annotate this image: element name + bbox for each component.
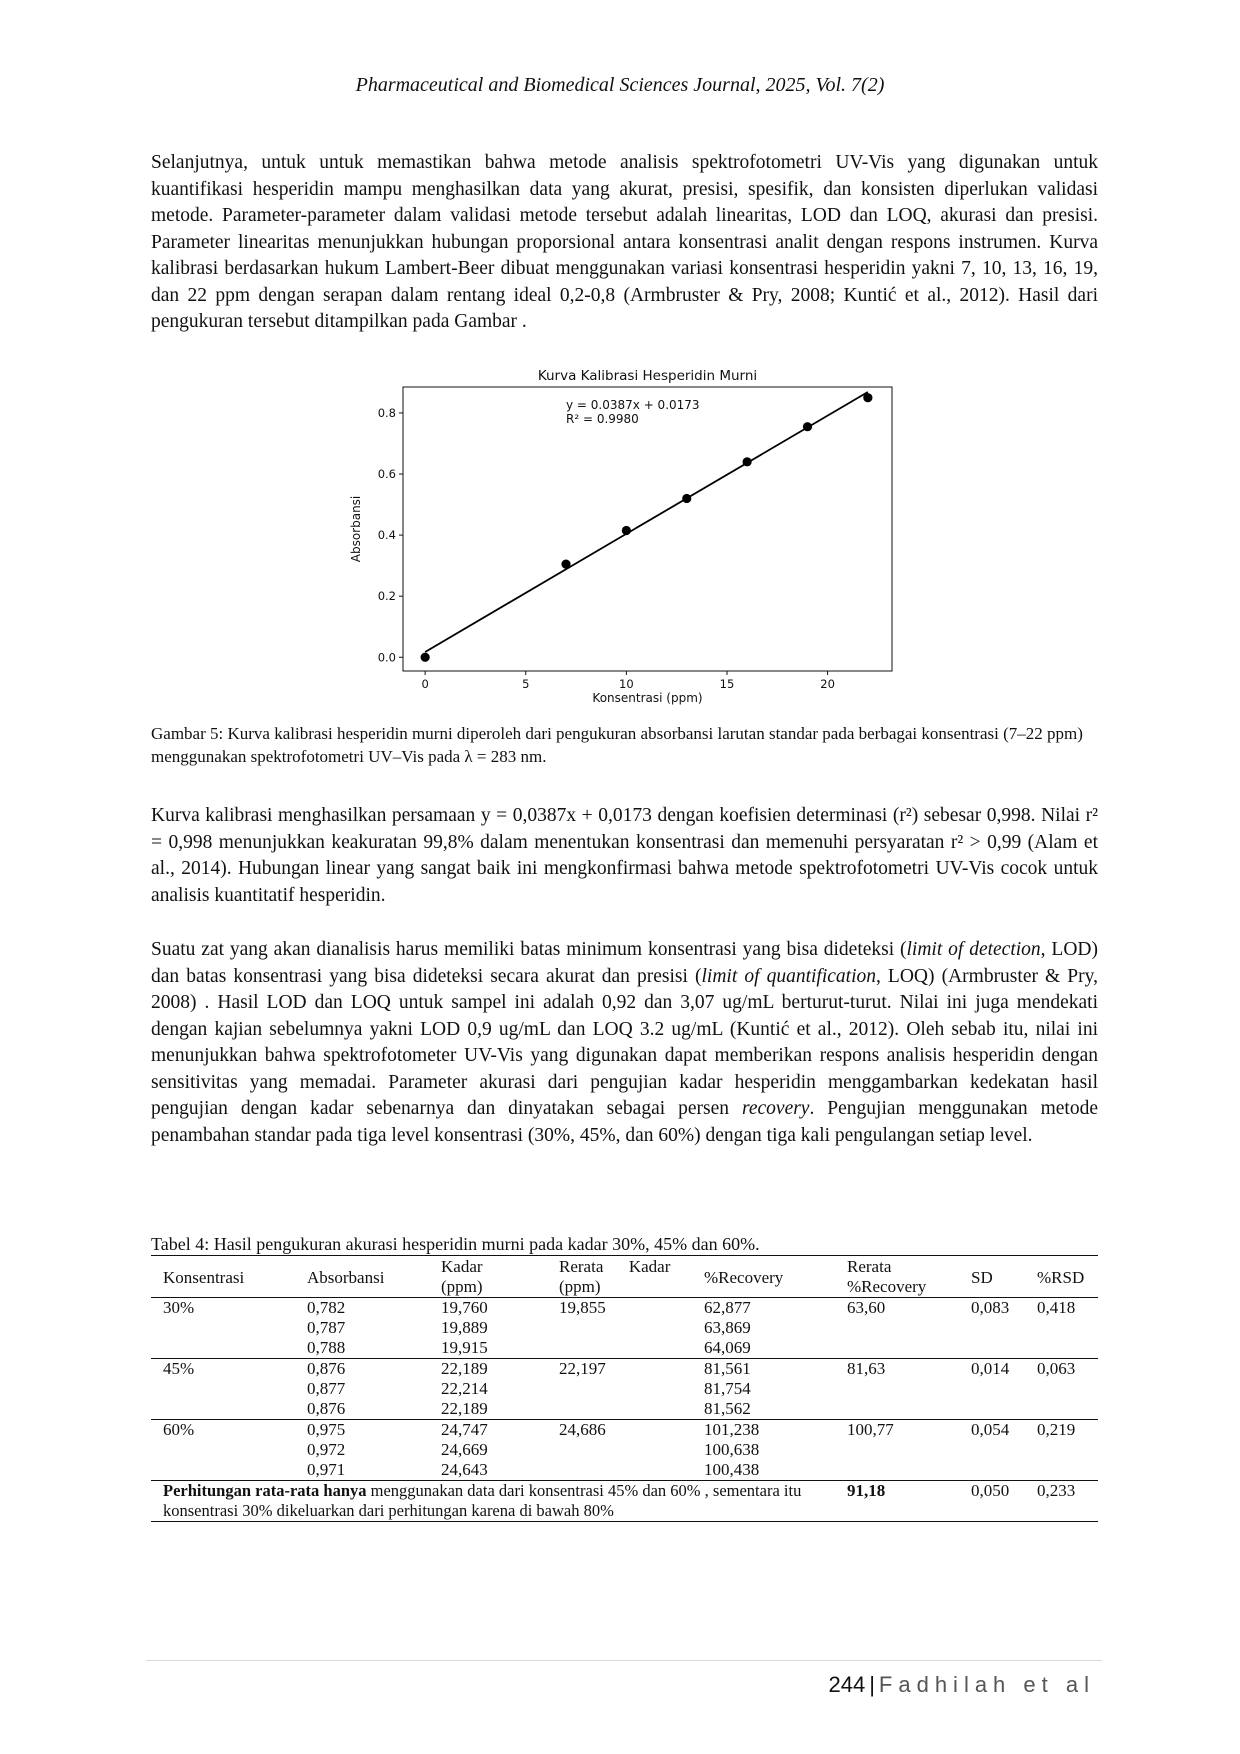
recovery-term: recovery [741,1098,810,1119]
table-row [151,1399,1098,1420]
cell-recovery: 100,638 [704,1440,760,1459]
summary-rerata-recovery: 91,18 [847,1481,886,1500]
summary-row [151,1481,1098,1522]
table-row [151,1318,1098,1338]
y-tick-label: 0.0 [377,650,396,665]
group-30 [151,1298,1098,1359]
group-60 [151,1420,1098,1481]
table-row [151,1420,1098,1441]
cell-rerata-recovery: 81,63 [847,1359,886,1378]
cell-konsentrasi: 30% [163,1298,195,1317]
header-rerata-kadar: Rerata Kadar (ppm) [559,1257,671,1296]
cell-absorbansi: 0,975 [307,1420,346,1439]
cell-kadar: 19,889 [441,1318,488,1337]
page-number: 244 [828,1672,866,1697]
group-45 [151,1359,1098,1420]
table-header-row [151,1256,1098,1298]
data-point [622,526,631,535]
cell-kadar: 22,214 [441,1379,488,1398]
lod-text-2: , LOD) dan batas konsentrasi yang bisa dideteksi secara akurat dan presisi ( [151,939,1098,987]
y-tick-label: 0.2 [377,589,396,604]
paragraph-linearity: Selanjutnya, untuk untuk memastikan bahwa metode analisis spektrofotometri UV-Vis yang digunakan untuk kuantifikasi hesperidin mampu menghasilkan data yang akurat, presisi, spesifik, dan konsisten diperlukan validasi metode. Parameter-parameter dalam validasi metode tersebut adalah linearitas, LOD dan LOQ, akurasi dan presisi. Parameter linearitas menunjukkan hubungan proporsional antara konsentrasi analit dengan respons instrumen. Kurva kalibrasi berdasarkan hukum Lambert-Beer dibuat menggunakan variasi konsentrasi hesperidin yakni 7, 10, 13, 16, 19, dan 22 ppm dengan serapan dalam rentang ideal 0,2-0,8 (Armbruster & Pry, 2008; Kuntić et al., 2012). Hasil dari pengukuran tersebut ditampilkan pada Gambar . [151,152,1098,332]
header-rerata-recovery: Rerata %Recovery [847,1257,927,1296]
cell-rsd: 0,219 [1037,1420,1076,1439]
header-absorbansi: Absorbansi [307,1268,385,1287]
plot-frame [403,387,892,671]
footer-separator: | [869,1672,875,1697]
data-point [421,653,430,662]
x-tick-label: 5 [522,677,530,691]
cell-kadar: 24,643 [441,1460,488,1479]
cell-absorbansi: 0,788 [307,1338,346,1357]
header-sd: SD [971,1268,993,1287]
chart-title: Kurva Kalibrasi Hesperidin Murni [537,368,758,384]
cell-kadar: 19,760 [441,1298,488,1317]
cell-absorbansi: 0,877 [307,1379,346,1398]
summary-note-bold: Perhitungan rata-rata hanya [163,1481,367,1500]
accuracy-table [151,1255,1098,1522]
header-recovery: %Recovery [704,1268,784,1287]
cell-rerata-recovery: 63,60 [847,1298,886,1317]
cell-recovery: 81,561 [704,1359,751,1378]
cell-kadar: 22,189 [441,1359,488,1378]
table-row [151,1460,1098,1481]
cell-absorbansi: 0,971 [307,1460,346,1479]
header-rsd: %RSD [1037,1268,1085,1287]
cell-kadar: 24,747 [441,1420,488,1439]
lod-text-3: , LOQ) (Armbruster & Pry, 2008) . Hasil LOD dan LOQ untuk sampel ini adalah 0,92 dan 3,07 ug/mL berturut-turut. Nilai ini juga mendekati dengan kajian sebelumnya yakni LOD 0,9 ug/mL dan LOQ 3.2 ug/mL (Kuntić et al., 2012). Oleh sebab itu, nilai ini menunjukkan bahwa spektrofotometer UV-Vis yang digunakan dapat memberikan respons analisis hesperidin dengan sensitivitas yang memadai. Parameter akurasi dari pengujian kadar hesperidin menggambarkan kedekatan hasil pengujian dengan kadar sebenarnya dan dinyatakan sebagai persen [151,965,1098,1119]
cell-rsd: 0,063 [1037,1359,1076,1378]
cell-rerata-kadar: 22,197 [559,1359,606,1378]
cell-rerata-kadar: 24,686 [559,1420,606,1439]
page-footer [828,1672,1095,1698]
table-row [151,1440,1098,1460]
x-tick-label: 10 [619,677,634,691]
journal-header: Pharmaceutical and Biomedical Sciences Journal, 2025, Vol. 7(2) [355,74,885,96]
y-tick-label: 0.8 [377,405,396,420]
cell-kadar: 22,189 [441,1399,488,1418]
cell-recovery: 64,069 [704,1338,751,1357]
calibration-figure [340,366,910,722]
r-squared-annotation: R² = 0.9980 [566,411,639,426]
summary-sd: 0,050 [971,1481,1010,1500]
figure-caption: Gambar 5: Kurva kalibrasi hesperidin murni diperoleh dari pengukuran absorbansi larutan standar pada berbagai konsentrasi (7–22 ppm) menggunakan spektrofotometri UV–Vis pada λ = 283 nm. [151,724,1083,766]
cell-absorbansi: 0,782 [307,1298,346,1317]
cell-kadar: 24,669 [441,1440,488,1459]
header-kadar: Kadar (ppm) [441,1257,483,1296]
cell-recovery: 81,562 [704,1399,751,1418]
cell-recovery: 101,238 [704,1420,760,1439]
x-tick-label: 20 [820,677,835,691]
x-tick-label: 15 [719,677,735,691]
lod-text-1: Suatu zat yang akan dianalisis harus memiliki batas minimum konsentrasi yang bisa dideteksi ( [151,939,907,960]
lod-text-4: . Pengujian menggunakan metode penambahan standar pada tiga level konsentrasi (30%, 45%, dan 60%) dengan tiga kali pengulangan setiap level. [151,1098,1098,1146]
data-point [743,457,752,466]
footer-authors: Fadhilah et al [878,1672,1095,1697]
table-row [151,1359,1098,1380]
paragraph-calibration-result: Kurva kalibrasi menghasilkan persamaan y = 0,0387x + 0,0173 dengan koefisien determinasi (r²) sebesar 0,998. Nilai r² = 0,998 menunjukkan keakuratan 99,8% dalam menentukan konsentrasi dan memenuhi persyaratan r² > 0,99 (Alam et al., 2014). Hubungan linear yang sangat baik ini mengkonfirmasi bahwa metode spektrofotometri UV-Vis cocok untuk analisis kuantitatif hesperidin. [151,805,1098,906]
summary-note-text: menggunakan data dari konsentrasi 45% dan 60% , sementara itu konsentrasi 30% dikeluarkan dari perhitungan karena di bawah 80% [163,1481,802,1520]
footer-divider [146,1660,1102,1661]
y-axis-label: Absorbansi [349,495,363,563]
cell-konsentrasi: 45% [163,1359,195,1378]
cell-absorbansi: 0,787 [307,1318,346,1337]
paragraph-lod-loq [151,937,1098,1149]
loq-term: limit of quantification [701,965,876,987]
cell-sd: 0,014 [971,1359,1010,1378]
cell-kadar: 19,915 [441,1338,488,1357]
cell-konsentrasi: 60% [163,1420,195,1439]
lod-term: limit of detection [906,939,1041,960]
x-tick-label: 0 [421,677,429,691]
cell-absorbansi: 0,972 [307,1440,346,1459]
cell-rerata-kadar: 19,855 [559,1298,606,1317]
x-axis-label: Konsentrasi (ppm) [592,691,703,705]
data-point [561,560,570,569]
data-point [863,393,872,402]
table-row [151,1298,1098,1319]
data-point [682,494,691,503]
summary-group [151,1481,1098,1522]
fit-line [425,392,868,652]
header-konsentrasi: Konsentrasi [163,1268,245,1287]
summary-rsd: 0,233 [1037,1481,1076,1500]
cell-recovery: 81,754 [704,1379,751,1398]
y-tick-label: 0.6 [377,467,396,482]
table-caption: Tabel 4: Hasil pengukuran akurasi hesperidin murni pada kadar 30%, 45% dan 60%. [151,1234,760,1254]
calibration-chart [340,366,910,722]
table-row [151,1379,1098,1399]
cell-recovery: 100,438 [704,1460,760,1479]
data-point [803,422,812,431]
cell-sd: 0,054 [971,1420,1010,1439]
cell-recovery: 63,869 [704,1318,751,1337]
cell-absorbansi: 0,876 [307,1359,346,1378]
cell-rerata-recovery: 100,77 [847,1420,894,1439]
cell-rsd: 0,418 [1037,1298,1076,1317]
cell-sd: 0,083 [971,1298,1010,1317]
summary-note [151,1481,847,1522]
table-row [151,1338,1098,1359]
cell-recovery: 62,877 [704,1298,751,1317]
equation-annotation: y = 0.0387x + 0.0173 [566,397,700,412]
y-tick-label: 0.4 [377,528,396,543]
cell-absorbansi: 0,876 [307,1399,346,1418]
